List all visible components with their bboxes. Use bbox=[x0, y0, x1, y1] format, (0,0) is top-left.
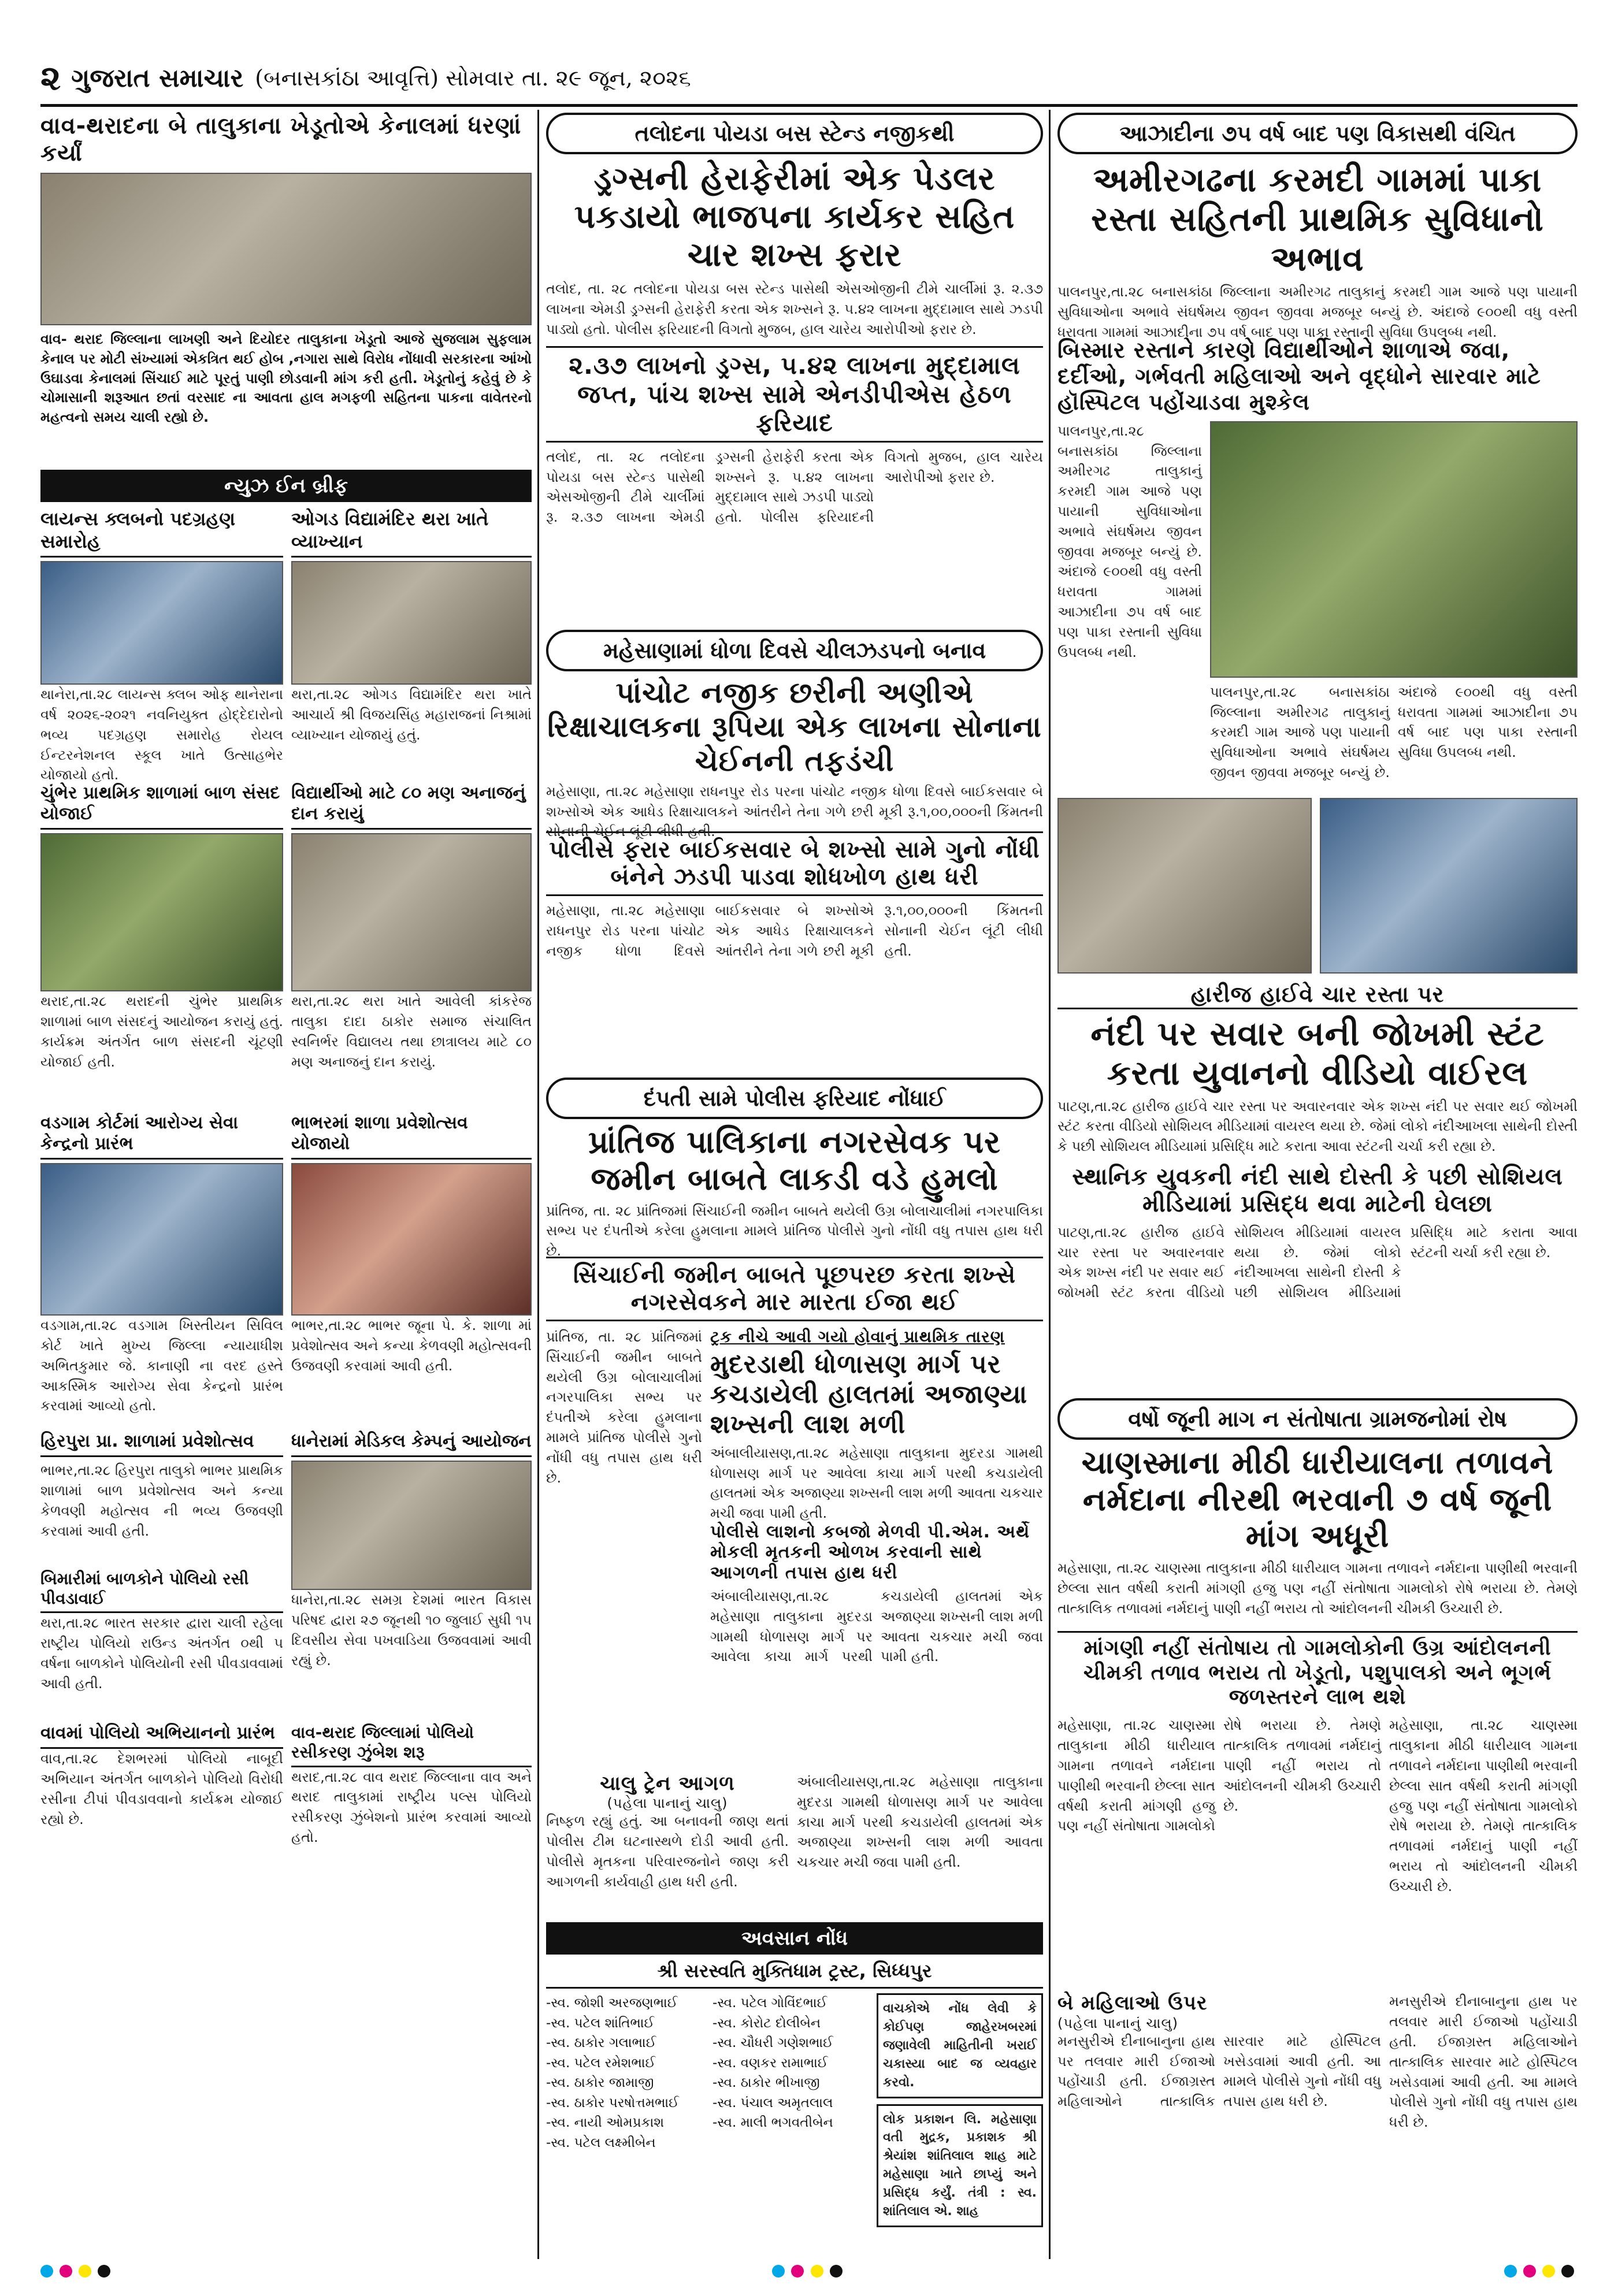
section-banner: ન્યુઝ ઈન બ્રીફ bbox=[40, 470, 532, 502]
story-text: અંબાલીયાસણ,તા.૨૮ મહેસાણા તાલુકાના મુદરડા ગામથી ધોળાસણ માર્ગ પર આવેલા કાચા માર્ગ પરથી કચડાયેલી હાલતમાં એક અજાણ્યા શખ્સની લાશ મળી આવતા ચકચાર મચી જવા પામી હતી. bbox=[797, 1774, 1043, 1871]
middle-column bbox=[546, 113, 1043, 2227]
brief-text: થરા,તા.૨૮ થરા ખાતે આવેલી કાંકરેજ તાલુકા દાદા ઠાકોર સમાજ સંચાલિત સ્વનિર્ભર વિદ્યાલય તથા છાત્રાલય માટે ૮૦ મણ અનાજનું દાન કરાયું. bbox=[291, 993, 532, 1070]
brief-item bbox=[40, 1113, 283, 1425]
story-text: મહેસાણા, તા.૨૮ મહેસાણા રાધનપુર રોડ પરના પાંચોટ નજીક ધોળા દિવસે બાઈકસવાર બે શખ્સોએ એક આધેડ રિક્ષાચાલકને આંતરીને તેના ગળે છરી મૂકી રૂ.૧,૦૦,૦૦૦ની કિંમતની સોનાની ચેઈન લૂંટી લીધી હતી. bbox=[546, 902, 1043, 959]
story-text: પાલનપુર,તા.૨૮ બનાસકાંઠા જિલ્લાના અમીરગઢ તાલુકાનું કરમદી ગામ આજે પણ પાયાની સુવિધાઓના અભાવે સંઘર્ષમય જીવન જીવવા મજબૂર બન્યું છે. અંદાજે ૯૦૦થી વધુ વસ્તી ધરાવતા ગામમાં આઝાદીના ૭૫ વર્ષ બાદ પણ પાકા રસ્તાની સુવિધા ઉપલબ્ધ નથી. bbox=[1057, 422, 1202, 660]
color-marks-center bbox=[772, 2265, 845, 2279]
photo-highway-bull bbox=[1320, 798, 1578, 974]
story-text: પાટણ,તા.૨૮ હારીજ હાઈવે ચાર રસ્તા પર અવારનવાર એક શખ્સ નંદી પર સવાર થઈ જોખમી સ્ટંટ કરતા વીડિયો સોશિયલ મીડિયામાં વાયરલ થયા છે. જેમાં લોકો નંદીઆખલા સાથેની દોસ્તી કે પછી સોશિયલ મીડિયામાં પ્રસિદ્ધિ માટે કરાતા આવા સ્ટંટની ચર્ચા કરી રહ્યા છે. bbox=[1057, 1224, 1578, 1301]
story-text: પ્રાંતિજ, તા. ૨૮ પ્રાંતિજમાં સિંચાઈની જમીન બાબતે થયેલી ઉગ્ર બોલાચાલીમાં નગરપાલિકા સભ્ય પર દંપતીએ કરેલા હુમલાના મામલે પ્રાંતિજ પોલીસે ગુનો નોંધી વધુ તપાસ હાથ ધરી છે. bbox=[546, 1329, 702, 1486]
brief-item bbox=[40, 508, 283, 783]
story-text: પાટણ,તા.૨૮ હારીજ હાઈવે ચાર રસ્તા પર અવારનવાર એક શખ્સ નંદી પર સવાર થઈ જોખમી સ્ટંટ કરતા વીડિયો સોશિયલ મીડિયામાં વાયરલ થયા છે. જેમાં લોકો નંદીઆખલા સાથેની દોસ્તી કે પછી સોશિયલ મીડિયામાં પ્રસિદ્ધિ માટે કરાતા આવા સ્ટંટની ચર્ચા કરી રહ્યા છે. bbox=[1057, 1098, 1578, 1155]
black-dot bbox=[1561, 2265, 1574, 2278]
magenta-dot bbox=[60, 2265, 72, 2278]
brief-item bbox=[291, 783, 532, 1107]
magenta-dot bbox=[791, 2265, 804, 2278]
brief-item bbox=[40, 1431, 283, 1717]
brief-item bbox=[291, 1113, 532, 1425]
brief-title: ભાભરમાં શાળા પ્રવેશોત્સવ યોજાયો bbox=[291, 1113, 532, 1160]
kicker: ટ્રક નીચે આવી ગયો હોવાનું પ્રાથમિક તારણ bbox=[710, 1327, 1005, 1347]
obituary-org: શ્રી સરસ્વતિ મુક્તિધામ ટ્રસ્ટ, સિધ્ધપુર bbox=[546, 1955, 1043, 1989]
subhead: પોલીસે ફરાર બાઈકસવાર બે શખ્સો સામે ગુનો નોંધી બંનેને ઝડપી પાડવા શોધખોળ હાથ ધરી bbox=[546, 831, 1043, 896]
story-text: મહેસાણા, તા.૨૮ ચાણસ્મા તાલુકાના મીઠી ધારીયાલ ગામના તળાવને નર્મદાના પાણીથી ભરવાની છેલ્લા સાત વર્ષથી કરાતી માંગણી હજુ પણ નહીં સંતોષાતા ગામલોકો રોષે ભરાયા છે. તેમણે તાત્કાલિક તળાવમાં નર્મદાનું પાણી નહીં ભરાય તો આંદોલનની ચીમકી ઉચ્ચારી છે. bbox=[1389, 1717, 1578, 1894]
story-text: નિષ્ફળ રહ્યું હતું. આ બનાવની જાણ થતાં પોલીસ ટીમ ઘટનાસ્થળે દોડી આવી હતી. પોલીસે મૃતકના પરિવારજનોને જાણ કરી આગળની કાર્યવાહી હાથ ધરી હતી. bbox=[546, 1813, 789, 1890]
cyan-dot bbox=[40, 2265, 53, 2278]
brief-title: વાવમાં પોલિયો અભિયાનનો પ્રારંભ bbox=[40, 1723, 283, 1749]
headline: મુદરડાથી ધોળાસણ માર્ગ પર કચડાયેલી હાલતમાં અજાણ્યા શખ્સની લાશ મળી bbox=[710, 1350, 1028, 1439]
continued-note: (પહેલા પાનાનું ચાલુ) bbox=[1057, 2015, 1178, 2031]
brief-title: લાયન્સ ક્લબનો પદગ્રહણ સમારોહ bbox=[40, 508, 283, 558]
story-text: પ્રાંતિજ, તા. ૨૮ પ્રાંતિજમાં સિંચાઈની જમીન બાબતે થયેલી ઉગ્ર બોલાચાલીમાં નગરપાલિકા સભ્ય પર દંપતીએ કરેલા હુમલાના મામલે પ્રાંતિજ પોલીસે ગુનો નોંધી વધુ તપાસ હાથ ધરી છે. bbox=[546, 1202, 1043, 1260]
headline: ડ્રગ્સની હેરાફેરીમાં એક પેડલર પકડાયો ભાજપના કાર્યકર સહિત ચાર શખ્સ ફરાર bbox=[574, 160, 1015, 274]
story-text: મહેસાણા, તા.૨૮ ચાણસ્મા તાલુકાના મીઠી ધારીયાલ ગામના તળાવને નર્મદાના પાણીથી ભરવાની છેલ્લા સાત વર્ષથી કરાતી માંગણી હજુ પણ નહીં સંતોષાતા ગામલોકો રોષે ભરાયા છે. તેમણે તાત્કાલિક તળાવમાં નર્મદાનું પાણી નહીં ભરાય તો આંદોલનની ચીમકી ઉચ્ચારી છે. bbox=[1057, 1717, 1381, 1834]
photo-village-road bbox=[1210, 421, 1578, 678]
obituary-entry: -સ્વ. ચૌધરી ગણેશભાઈ bbox=[712, 2035, 833, 2051]
continued-block bbox=[1057, 1992, 1381, 2124]
subhead: માંગણી નહીં સંતોષાય તો ગામલોકોની ઉગ્ર આંદોલનની ચીમકી તળાવ ભરાય તો ખેડૂતો, પશુપાલકો અને ભૂગર્ભ જળસ્તરને લાભ થશે bbox=[1057, 1631, 1578, 1710]
cyan-dot bbox=[772, 2265, 785, 2278]
story-block bbox=[710, 1327, 1043, 1766]
continued-text bbox=[797, 1772, 1043, 1916]
photo bbox=[291, 1461, 532, 1590]
brief-item bbox=[291, 1431, 532, 1717]
obituary-entry: -સ્વ. પટેલ રમેશભાઈ bbox=[546, 2055, 656, 2071]
dateline: (બનાસકાંઠા આવૃત્તિ) સોમવાર તા. ૨૯ જૂન, ૨૦૨૬ bbox=[255, 65, 691, 91]
photo bbox=[291, 561, 532, 685]
story-text: અંબાલીયાસણ,તા.૨૮ મહેસાણા તાલુકાના મુદરડા ગામથી ધોળાસણ માર્ગ પર આવેલા કાચા માર્ગ પરથી કચડાયેલી હાલતમાં એક અજાણ્યા શખ્સની લાશ મળી આવતા ચકચાર મચી જવા પામી હતી. bbox=[710, 1588, 1043, 1665]
story-photo-block bbox=[1210, 421, 1578, 792]
brief-title: વિદ્યાર્થીઓ માટે ૮૦ મણ અનાજનું દાન કરાયું bbox=[291, 783, 532, 830]
brief-title: બિમારીમાં બાળકોને પોલિયો રસી પીવડાવાઈ bbox=[40, 1569, 283, 1613]
reader-notice: વાચકોએ નોંધ લેવી કે કોઈપણ જાહેરખબરમાં જણાવેલી માહિતીની ખરાઈ ચકાસ્યા બાદ જ વ્યવહાર કરવો. bbox=[877, 1993, 1043, 2098]
continued-note: (પહેલા પાનાનું ચાલુ) bbox=[607, 1795, 728, 1812]
brief-title: ઓગડ વિદ્યામંદિર થરા ખાતે વ્યાખ્યાન bbox=[291, 508, 532, 558]
yellow-dot bbox=[79, 2265, 91, 2278]
brief-item bbox=[40, 783, 283, 1107]
brief-text: થરા,તા.૨૮ ભારત સરકાર દ્વારા ચાલી રહેલા રાષ્ટ્રીય પોલિયો રાઉન્ડ અંતર્ગત ૦થી ૫ વર્ષના બાળકોને પોલિયોની રસી પીવડાવવામાં આવી હતી. bbox=[40, 1615, 283, 1692]
headline: વાવ-થરાદના બે તાલુકાના ખેડૂતોએ કેનાલમાં ધરણાં કર્યાં bbox=[40, 113, 522, 167]
brief-item bbox=[291, 508, 532, 777]
continued-title: ચાલુ ટ્રેન આગળ bbox=[600, 1772, 735, 1796]
imprint: લોક પ્રકાશન લિ. મહેસાણા વતી મુદ્રક, પ્રકાશક શ્રી શ્રેયાંશ શાંતિલાલ શાહ માટે મહેસાણા ખાતે છાપ્યું અને પ્રસિદ્ધ કર્યું. તંત્રી : સ્વ. શાંતિલાલ એ. શાહ bbox=[877, 2104, 1043, 2227]
subhead: ૨.૩૭ લાખનો ડ્રગ્સ, ૫.૪૨ લાખના મુદ્દામાલ જપ્ત, પાંચ શખ્સ સામે એનડીપીએસ હેઠળ ફરિયાદ bbox=[546, 346, 1043, 443]
color-marks-left bbox=[40, 2265, 114, 2279]
brief-title: વડગામ કોર્ટમાં આરોગ્ય સેવા કેન્દ્રનો પ્રારંભ bbox=[40, 1113, 283, 1160]
brief-text: થાનેરા,તા.૨૮ લાયન્સ ક્લબ ઓફ થાનેરાના વર્ષ ૨૦૨૬-૨૦૨૧ નવનિયુક્ત હોદ્દેદારોનો ભવ્ય પદગ્રહણ સમારોહ રોયલ ઈન્ટરનેશનલ સ્કૂલ ખાતે ઉત્સાહભેર યોજાયો હતો. bbox=[40, 686, 283, 783]
obituary-entry: -સ્વ. પંચાલ અમૃતલાલ bbox=[712, 2095, 833, 2111]
kicker: વર્ષો જૂની માગ ન સંતોષાતા ગ્રામજનોમાં રોષ bbox=[1057, 1398, 1578, 1440]
obituary-entry: -સ્વ. નાયી ઓમપ્રકાશ bbox=[546, 2115, 665, 2131]
caption: વાવ- થરાદ જિલ્લાના લાખણી અને દિયોદર તાલુકાના ખેડૂતો આજે સુજલામ સુફલામ કેનાલ પર મોટી સંખ્યામાં એકત્રિત થઈ હોબ ,નગારા સાથે વિરોધ નોંધાવી સરકારના આંખો ઉઘાડવા કેનાલમાં સિંચાઈ માટે પૂરતું પાણી છોડવાની માંગ કરી હતી. ખેડૂતોનું કહેવું છે કે ચોમાસાની શરૂઆત છતાં વરસાદ ના આવતા હાલ મગફળી સહિતના પાકના વાવેતરનો મહત્વનો સમય ચાલી રહ્યો છે. bbox=[40, 331, 532, 425]
obituary-entry: -સ્વ. પટેલ ગોવિંદભાઈ bbox=[712, 1996, 827, 2011]
black-dot bbox=[98, 2265, 110, 2278]
obituary-entry: -સ્વ. કોરોટ દોલીબેન bbox=[712, 2015, 821, 2031]
kicker: તલોદના પોયડા બસ સ્ટેન્ડ નજીકથી bbox=[546, 113, 1043, 154]
right-column bbox=[1057, 113, 1578, 2131]
magenta-dot bbox=[1523, 2265, 1536, 2278]
brief-text: ભાભર,તા.૨૮ ભાભર જૂના પે. કે. શાળા માં પ્રવેશોત્સવ અને કન્યા કેળવણી મહોત્સવની ઉજવણી કરવામાં આવી હતી. bbox=[291, 1317, 532, 1374]
headline: પાંચોટ નજીક છરીની અણીએ રિક્ષાચાલકના રૂપિયા એક લાખના સોનાના ચેઈનની તફડંચી bbox=[547, 675, 1042, 778]
obituary-entry: -સ્વ. ઠાકોર જામાજી bbox=[546, 2075, 654, 2091]
brief-text: થરા,તા.૨૮ ઓગડ વિદ્યામંદિર થરા ખાતે આચાર્ય શ્રી વિજયસિંહ મહારાજનાં નિશ્રામાં વ્યાખ્યાન યોજાયું હતું. bbox=[291, 686, 532, 743]
notice-area bbox=[877, 1993, 1043, 2227]
photo bbox=[291, 1163, 532, 1316]
brief-item bbox=[291, 1723, 532, 1865]
brief-text: ભાભર,તા.૨૮ હિરપુરા તાલુકો ભાભર પ્રાથમિક શાળામાં બાળ પ્રવેશોત્સવ અને કન્યા કેળવણી મહોત્સવ ની ભવ્ય ઉજવણી કરવામાં આવી હતી. bbox=[40, 1462, 283, 1539]
column-rule bbox=[1049, 110, 1051, 2259]
brief-text: ધાનેરા,તા.૨૮ સમગ્ર દેશમાં ભારત વિકાસ પરિષદ દ્વારા ૨૭ જૂનથી ૧૦ જુલાઈ સુધી ૧૫ દિવસીય સેવા પખવાડિયા ઉજવવામાં આવી રહ્યું છે. bbox=[291, 1592, 532, 1669]
story-text: મનસુરીએ દીનાબાનુના હાથ પર તલવાર મારી ઈજાઓ પહોંચાડી હતી. ઈજાગ્રસ્ત મહિલાઓને તાત્કાલિક સારવાર માટે હોસ્પિટલ ખસેડવામાં આવી હતી. આ મામલે પોલીસે ગુનો નોંધી વધુ તપાસ હાથ ધરી છે. bbox=[1057, 2033, 1381, 2110]
story-text: પાલનપુર,તા.૨૮ બનાસકાંઠા જિલ્લાના અમીરગઢ તાલુકાનું કરમદી ગામ આજે પણ પાયાની સુવિધાઓના અભાવે સંઘર્ષમય જીવન જીવવા મજબૂર બન્યું છે. અંદાજે ૯૦૦થી વધુ વસ્તી ધરાવતા ગામમાં આઝાદીના ૭૫ વર્ષ બાદ પણ પાકા રસ્તાની સુવિધા ઉપલબ્ધ નથી. bbox=[1057, 284, 1578, 340]
story-text: મનસુરીએ દીનાબાનુના હાથ પર તલવાર મારી ઈજાઓ પહોંચાડી હતી. ઈજાગ્રસ્ત મહિલાઓને તાત્કાલિક સારવાર માટે હોસ્પિટલ ખસેડવામાં આવી હતી. આ મામલે પોલીસે ગુનો નોંધી વધુ તપાસ હાથ ધરી છે. bbox=[1389, 1993, 1578, 2131]
brief-text: વાવ,તા.૨૮ દેશભરમાં પોલિયો નાબૂદી અભિયાન અંતર્ગત બાળકોને પોલિયો વિરોધી રસીના ટીપાં પીવડાવવાનો કાર્યક્રમ યોજાઈ રહ્યો છે. bbox=[40, 1751, 283, 1827]
story-text: મહેસાણા, તા.૨૮ ચાણસ્મા તાલુકાના મીઠી ધારીયાલ ગામના તળાવને નર્મદાના પાણીથી ભરવાની છેલ્લા સાત વર્ષથી કરાતી માંગણી હજુ પણ નહીં સંતોષાતા ગામલોકો રોષે ભરાયા છે. તેમણે તાત્કાલિક તળાવમાં નર્મદાનું પાણી નહીં ભરાય તો આંદોલનની ચીમકી ઉચ્ચારી છે. bbox=[1057, 1560, 1578, 1617]
black-dot bbox=[830, 2265, 843, 2278]
kicker: દંપતી સામે પોલીસ ફરિયાદ નોંધાઈ bbox=[546, 1078, 1043, 1119]
photo bbox=[291, 833, 532, 991]
obituary-list bbox=[546, 1993, 870, 2227]
brief-title: હિરપુરા પ્રા. શાળામાં પ્રવેશોત્સવ bbox=[40, 1431, 283, 1457]
paper-name: ગુજરાત સમાચાર bbox=[71, 63, 244, 93]
color-marks-right bbox=[1504, 2265, 1578, 2279]
brief-title: ચુંભેર પ્રાથમિક શાળામાં બાળ સંસદ યોજાઈ bbox=[40, 783, 283, 830]
subhead: સિંચાઈની જમીન બાબતે પૂછપરછ કરતા શખ્સે નગરસેવકને માર મારતા ઈજા થઈ bbox=[546, 1257, 1043, 1321]
page-number: ૨ bbox=[40, 58, 61, 98]
brief-title: વાવ-થરાદ જિલ્લામાં પોલિયો રસીકરણ ઝુંબેશ શરૂ bbox=[291, 1723, 532, 1767]
obituary-entry: -સ્વ. ઠાકોર ગલાભાઈ bbox=[546, 2035, 656, 2051]
photo bbox=[40, 833, 283, 991]
brief-text: થરાદ,તા.૨૮ વાવ થરાદ જિલ્લાના વાવ અને થરાદ તાલુકામાં રાષ્ટ્રીય પલ્સ પોલિયો રસીકરણ ઝુંબેશનો પ્રારંભ કરવામાં આવ્યો હતો. bbox=[291, 1769, 532, 1845]
obituary-entry: -સ્વ. પટેલ શાંતિભાઈ bbox=[546, 2015, 655, 2031]
obituary-banner: અવસાન નોંધ bbox=[546, 1922, 1043, 1955]
obituary-entry: -સ્વ. પટેલ લક્ષ્મીબેન bbox=[546, 2135, 656, 2150]
photo-bull bbox=[1057, 798, 1312, 974]
continued-block bbox=[546, 1772, 789, 1916]
story-text: પાલનપુર,તા.૨૮ બનાસકાંઠા જિલ્લાના અમીરગઢ તાલુકાનું કરમદી ગામ આજે પણ પાયાની સુવિધાઓના અભાવે સંઘર્ષમય જીવન જીવવા મજબૂર બન્યું છે. અંદાજે ૯૦૦થી વધુ વસ્તી ધરાવતા ગામમાં આઝાદીના ૭૫ વર્ષ બાદ પણ પાકા રસ્તાની સુવિધા ઉપલબ્ધ નથી. bbox=[1210, 683, 1578, 781]
kicker: મહેસાણામાં ધોળા દિવસે ચીલઝડપનો બનાવ bbox=[546, 630, 1043, 671]
kicker: હારીજ હાઈવે ચાર રસ્તા પર bbox=[1057, 982, 1578, 1009]
story-text: અંબાલીયાસણ,તા.૨૮ મહેસાણા તાલુકાના મુદરડા ગામથી ધોળાસણ માર્ગ પર આવેલા કાચા માર્ગ પરથી કચડાયેલી હાલતમાં એક અજાણ્યા શખ્સની લાશ મળી આવતા ચકચાર મચી જવા પામી હતી. bbox=[710, 1444, 1043, 1522]
headline: નંદી પર સવાર બની જોખમી સ્ટંટ કરતા યુવાનનો વીડિયો વાઈરલ bbox=[1090, 1013, 1545, 1093]
brief-text: થરાદ,તા.૨૮ થરાદની ચુંભેર પ્રાથમિક શાળામાં બાળ સંસદનું આયોજન કરાયું હતું. કાર્યક્રમ અંતર્ગત બાળ સંસદની ચૂંટણી યોજાઈ હતી. bbox=[40, 993, 283, 1070]
masthead bbox=[40, 58, 1578, 98]
cyan-dot bbox=[1504, 2265, 1517, 2278]
story-text: તલોદ, તા. ૨૮ તલોદના પોયડા બસ સ્ટેન્ડ પાસેથી એસઓજીની ટીમે ચાર્લીમાં રૂ. ૨.૩૭ લાખના એમડી ડ્રગ્સની હેરાફેરી કરતા એક શખ્સને રૂ. ૫.૪૨ લાખના મુદ્દામાલ સાથે ઝડપી પાડ્યો હતો. પોલીસ ફરિયાદની વિગતો મુજબ, હાલ ચારેય આરોપીઓ ફરાર છે. bbox=[546, 281, 1043, 337]
brief-title: ધાનેરામાં મેડિકલ કેમ્પનું આયોજન bbox=[291, 1431, 532, 1457]
obituary-entry: -સ્વ. વણકર રામાભાઈ bbox=[712, 2055, 828, 2071]
registration-marks bbox=[40, 2265, 1578, 2279]
obituary-entry: -સ્વ. ઠાકોર ભીખાજી bbox=[712, 2075, 820, 2091]
left-column bbox=[40, 113, 532, 1866]
masthead-rule bbox=[40, 104, 1578, 107]
photo bbox=[40, 1163, 283, 1316]
obituary-entry: -સ્વ. માલી ભગવતીબેન bbox=[712, 2115, 833, 2131]
yellow-dot bbox=[811, 2265, 823, 2278]
subhead: બિસ્માર રસ્તાને કારણે વિદ્યાર્થીઓને શાળાએ જવા, દર્દીઓ, ગર્ભવતી મહિલાઓ અને વૃદ્ધોને સારવાર માટે હૉસ્પિટલ પહોંચાડવા મુશ્કેલ bbox=[1057, 337, 1541, 415]
story-text: તલોદ, તા. ૨૮ તલોદના પોયડા બસ સ્ટેન્ડ પાસેથી એસઓજીની ટીમે ચાર્લીમાં રૂ. ૨.૩૭ લાખના એમડી ડ્રગ્સની હેરાફેરી કરતા એક શખ્સને રૂ. ૫.૪૨ લાખના મુદ્દામાલ સાથે ઝડપી પાડ્યો હતો. પોલીસ ફરિયાદની વિગતો મુજબ, હાલ ચારેય આરોપીઓ ફરાર છે. bbox=[546, 448, 1043, 526]
headline: ચાણસ્માના મીઠી ધારીયાલના તળાવને નર્મદાના નીરથી ભરવાની ૭ વર્ષ જૂની માંગ અધૂરી bbox=[1081, 1444, 1554, 1555]
headline: અમીરગઢના કરમદી ગામમાં પાકા રસ્તા સહિતની પ્રાથમિક સુવિધાનો અભાવ bbox=[1091, 160, 1544, 278]
brief-item bbox=[40, 1723, 283, 1865]
photo bbox=[40, 561, 283, 685]
headline: પ્રાંતિજ પાલિકાના નગરસેવક પર જમીન બાબતે લાકડી વડે હુમલો bbox=[588, 1124, 1001, 1197]
column-rule bbox=[537, 110, 539, 2259]
story-text: મહેસાણા, તા.૨૮ મહેસાણા રાધનપુર રોડ પરના પાંચોટ નજીક ધોળા દિવસે બાઈકસવાર બે શખ્સોએ એક આધેડ રિક્ષાચાલકને આંતરીને તેના ગળે છરી મૂકી રૂ.૧,૦૦,૦૦૦ની કિંમતની સોનાની ચેઈન લૂંટી લીધી હતી. bbox=[546, 783, 1043, 840]
photo-canal-protest bbox=[40, 173, 532, 325]
obituary-entry: -સ્વ. ઠાકોર પરષોત્તમભાઈ bbox=[546, 2095, 679, 2111]
subhead: સ્થાનિક યુવકની નંદી સાથે દોસ્તી કે પછી સોશિયલ મીડિયામાં પ્રસિદ્ધ થવા માટેની ઘેલછા bbox=[1072, 1163, 1563, 1217]
kicker: આઝાદીના ૭૫ વર્ષ બાદ પણ વિકાસથી વંચિત bbox=[1057, 113, 1578, 154]
continued-title: બે મહિલાઓ ઉપર bbox=[1057, 1992, 1208, 2015]
brief-text: વડગામ,તા.૨૮ વડગામ ખિસ્તીયન સિવિલ કોર્ટ ખાતે મુખ્ય જિલ્લા ન્યાયાધીશ અભિતકુમાર જે. કાનાણી ના વરદ હસ્તે આકસ્મિક આરોગ્ય સેવા કેન્દ્રનો પ્રારંભ કરવામાં આવ્યો હતો. bbox=[40, 1317, 283, 1414]
subhead: પોલીસે લાશનો કબજો મેળવી પી.એમ. અર્થે મોકલી મૃતકની ઓળખ કરવાની સાથે આગળની તપાસ હાથ ધરી bbox=[710, 1521, 1030, 1583]
obituary-entry: -સ્વ. જોશી અરજણભાઈ bbox=[546, 1996, 678, 2011]
yellow-dot bbox=[1542, 2265, 1555, 2278]
